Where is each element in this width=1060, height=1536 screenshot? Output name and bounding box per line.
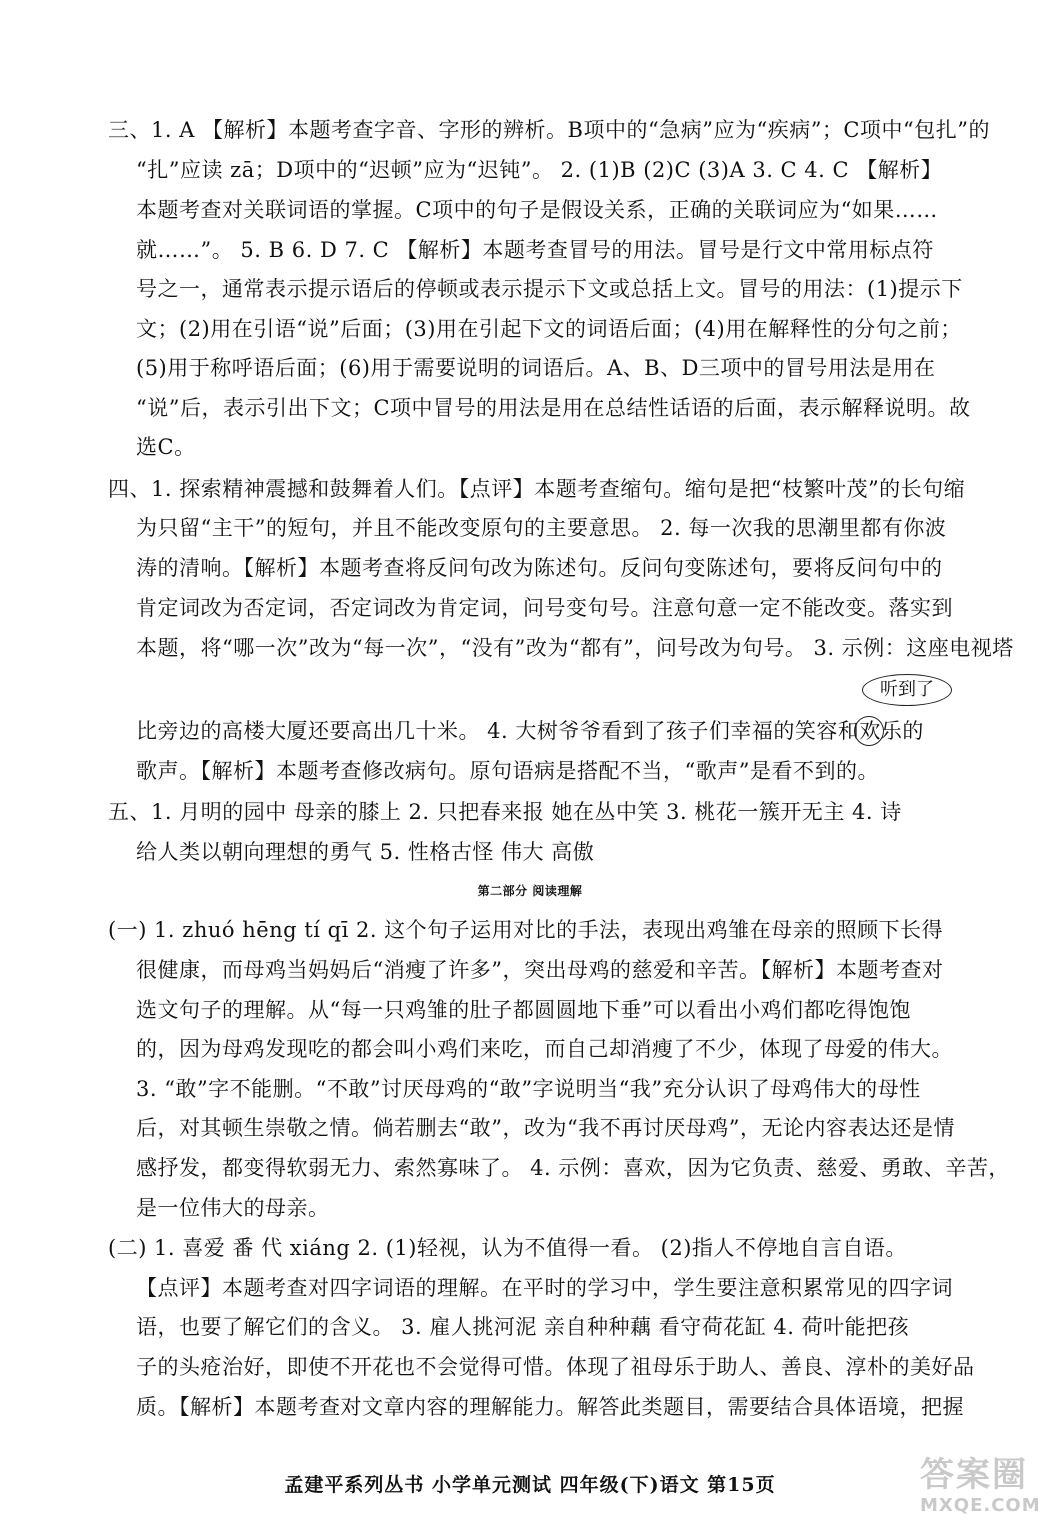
text-line: (二) 1. 喜爱 番 代 xiáng 2. (1)轻视，认为不值得一看。 (2)指人不停地自言自语。 [108,1236,907,1260]
text-line: 是一位伟大的母亲。 [136,1196,330,1220]
text-line: 涛的清响。【解析】本题考查将反问句改为陈述句。反问句变陈述句，要将反问句中的 [136,556,943,580]
text-line: 子的头疮治好，即使不开花也不会觉得可惜。体现了祖母乐于助人、善良、淳朴的美好品 [136,1355,975,1379]
text-line: 很健康，而母鸡当妈妈后“消瘦了许多”，突出母鸡的慈爱和辛苦。【解析】本题考查对 [136,958,944,982]
text-line: 感抒发，都变得软弱无力、索然寡味了。 4. 示例：喜欢，因为它负责、慈爱、勇敢、辛苦， [136,1156,1010,1180]
text-line: 后，对其顿生崇敬之情。倘若删去“敢”，改为“我不再讨厌母鸡”，无论内容表达还是情 [136,1116,955,1140]
text-line: 比旁边的高楼大厦还要高出几十米。 4. 大树爷爷看到了孩子们幸福的笑容和欢乐的 [136,719,924,743]
section-heading: 第二部分 阅读理解 [477,884,583,898]
text-line: 五、1. 月明的园中 母亲的膝上 2. 只把春来报 她在丛中笑 3. 桃花一簇开无主 4. 诗 [108,800,902,824]
text-line: 语，也要了解它们的含义。 3. 雇人挑河泥 亲自种种藕 看守荷花缸 4. 荷叶能把孩 [136,1315,910,1339]
text-line: 选C。 [136,435,196,459]
text-line: 【点评】本题考查对四字词语的理解。在平时的学习中，学生要注意积累常见的四字词 [136,1276,953,1300]
text-line: 三、1. A 【解析】本题考查字音、字形的辨析。B项中的“急病”应为“疾病”；C项中“包扎”的 [108,118,990,142]
text-line: 本题，将“哪一次”改为“每一次”，“没有”改为“都有”，问号改为句号。 3. 示例：这座电视塔 [136,636,1014,660]
text-line: 选文句子的理解。从“每一只鸡雏的肚子都圆圆地下垂”可以看出小鸡们都吃得饱饱 [136,998,911,1022]
text-line: “扎”应读 zā；D项中的“迟顿”应为“迟钝”。 2. (1)B (2)C (3)A 3. C 4. C 【解析】 [136,158,943,182]
page-footer: 孟建平系列丛书 小学单元测试 四年级(下)语文 第15页 [284,1474,776,1496]
text-line: 本题考查对关联词语的掌握。C项中的句子是假设关系，正确的关联词应为“如果…… [136,198,938,222]
insertion-annotation: 听到了 [862,674,952,706]
text-line: (5)用于称呼语后面；(6)用于需要说明的词语后。A、B、D三项中的冒号用法是用在 [136,356,936,380]
text-line: 四、1. 探索精神震撼和鼓舞着人们。【点评】本题考查缩句。缩句是把“枝繁叶茂”的长句缩 [108,477,966,501]
text-line: 号之一，通常表示提示语后的停顿或表示提示下文或总括上文。冒号的用法：(1)提示下 [136,277,963,301]
text-line: 肯定词改为否定词，否定词改为肯定词，问号变句号。注意句意一定不能改变。落实到 [136,596,953,620]
watermark-logo [920,1455,1040,1527]
text-line: 质。【解析】本题考查对文章内容的理解能力。解答此类题目，需要结合具体语境，把握 [136,1395,964,1419]
watermark-domain: MXQE.COM [920,1495,1041,1516]
text-line: “说”后，表示引出下文；C项中冒号的用法是用在总结性话语的后面，表示解释说明。故 [136,396,971,420]
watermark-text: 答案圈 [920,1455,1028,1495]
text-line: 歌声。【解析】本题考查修改病句。原句语病是搭配不当，“歌声”是看不到的。 [136,759,879,783]
text-line: (一) 1. zhuó hēng tí qī 2. 这个句子运用对比的手法，表现出鸡雏在母亲的照顾下长得 [108,918,944,942]
text-line: 给人类以朝向理想的勇气 5. 性格古怪 伟大 高傲 [136,840,595,864]
text-line: 的，因为母鸡发现吃的都会叫小鸡们来吃，而自己却消瘦了不少，体现了母爱的伟大。 [136,1037,953,1061]
text-line: 3. “敢”字不能删。“不敢”讨厌母鸡的“敢”字说明当“我”充分认识了母鸡伟大的母性 [136,1077,921,1101]
text-line: 文；(2)用在引语“说”后面；(3)用在引起下文的词语后面；(4)用在解释性的分句之前； [136,317,962,341]
text-line: 为只留“主干”的短句，并且不能改变原句的主要意思。 2. 每一次我的思潮里都有你波 [136,516,947,540]
text-line: 就……”。 5. B 6. D 7. C 【解析】本题考查冒号的用法。冒号是行文中常用标点符 [136,238,934,262]
